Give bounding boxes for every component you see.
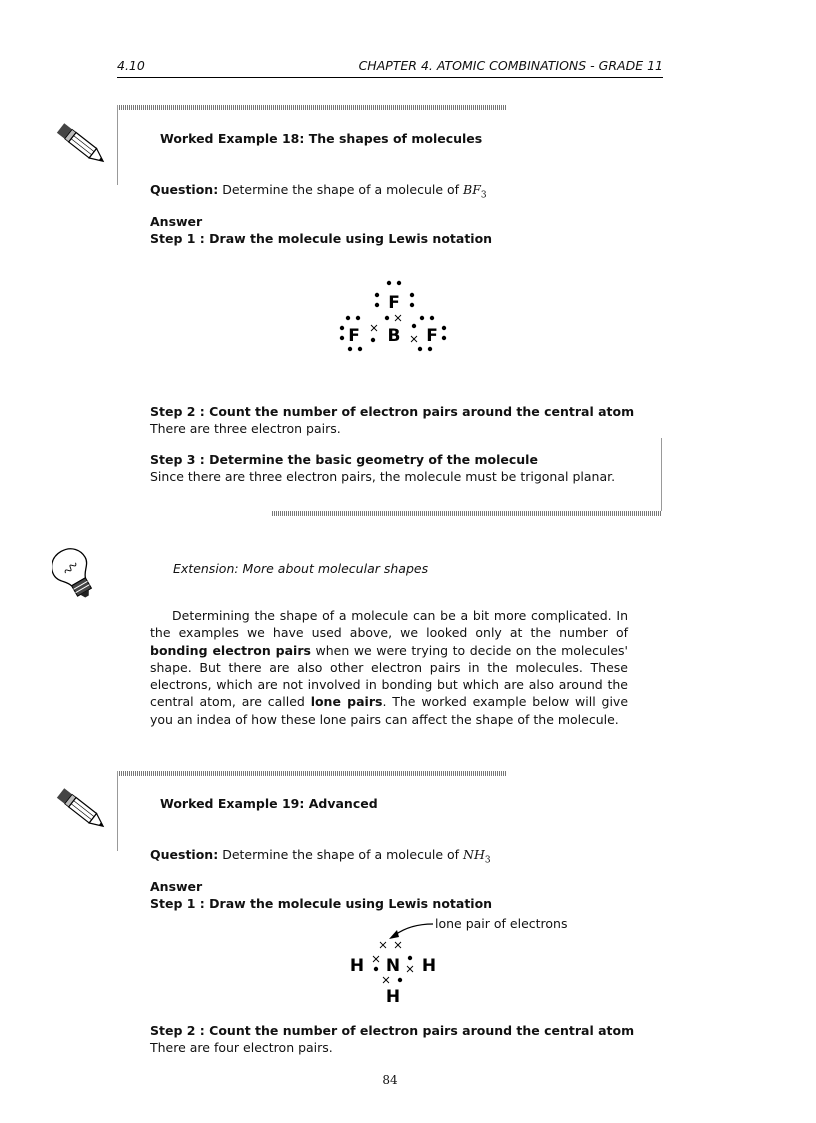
extension-text-2: when we were trying to decide on the molecules' shape. But there are also other electron pairs in the molecules. These electrons, which are not involved in bonding but which are also around the central atom, are called bbox=[150, 642, 628, 710]
example-box-bottom-bar bbox=[272, 511, 662, 516]
atom-top: F bbox=[388, 293, 400, 313]
formula-sub: 3 bbox=[480, 190, 487, 201]
header-rule bbox=[117, 77, 663, 78]
question-label-2: Question: bbox=[150, 847, 219, 862]
lone-pair-annotation: lone pair of electrons bbox=[435, 916, 568, 931]
lewis-diagram-nh3 bbox=[340, 918, 440, 1008]
example-18-question bbox=[150, 181, 487, 205]
term-bonding-electron-pairs: bonding electron pairs bbox=[150, 642, 311, 658]
answer-label: Answer bbox=[150, 214, 203, 229]
example-19-title: Worked Example 19: Advanced bbox=[160, 796, 378, 811]
section-number: 4.10 bbox=[117, 58, 145, 73]
answer-label-2: Answer bbox=[150, 879, 203, 894]
page-number: 84 bbox=[382, 1073, 398, 1087]
extension-paragraph bbox=[150, 607, 628, 728]
formula-main-2: NH bbox=[463, 847, 485, 862]
question-text: Determine the shape of a molecule of bbox=[222, 182, 460, 197]
step-1-heading-2: Step 1 : Draw the molecule using Lewis notation bbox=[150, 896, 493, 911]
extension-title: Extension: More about molecular shapes bbox=[173, 561, 429, 576]
term-lone-pairs: lone pairs bbox=[310, 694, 383, 710]
atom-left: F bbox=[348, 326, 360, 346]
example-19-question bbox=[150, 846, 491, 870]
annotation-arrowhead bbox=[389, 930, 399, 939]
example-19-box-left-rule bbox=[117, 771, 118, 851]
extension-text-1: Determining the shape of a molecule can be a bit more complicated. In the examples we have used above, we looked only at the number of bbox=[150, 608, 628, 641]
step-2-heading-2: Step 2 : Count the number of electron pairs around the central atom bbox=[150, 1023, 635, 1038]
formula-bf3 bbox=[463, 182, 487, 201]
example-19-box-top-bar bbox=[117, 771, 506, 776]
step-3-heading: Step 3 : Determine the basic geometry of the molecule bbox=[150, 452, 538, 467]
formula-nh3 bbox=[463, 847, 491, 866]
lightbulb-icon bbox=[52, 545, 96, 603]
atom-h-left: H bbox=[349, 956, 365, 976]
question-text-2: Determine the shape of a molecule of bbox=[222, 847, 460, 862]
pencil-icon bbox=[52, 120, 112, 172]
atom-h-right: H bbox=[421, 956, 437, 976]
chapter-title: CHAPTER 4. ATOMIC COMBINATIONS - GRADE 11 bbox=[358, 58, 663, 73]
pencil-icon-2 bbox=[52, 785, 112, 837]
formula-sub-2: 3 bbox=[484, 855, 491, 866]
atom-right: F bbox=[426, 326, 438, 346]
atom-h-bottom: H bbox=[385, 987, 401, 1007]
extension-text-3: . The worked example below will give you an indea of how these lone pairs can affect the shape of the molecule. bbox=[150, 694, 629, 727]
step-2-text: There are three electron pairs. bbox=[150, 421, 341, 436]
example-box-right-rule bbox=[661, 438, 662, 515]
step-3-text: Since there are three electron pairs, the molecule must be trigonal planar. bbox=[150, 469, 616, 484]
example-18-title: Worked Example 18: The shapes of molecules bbox=[160, 131, 483, 146]
example-box-left-rule bbox=[117, 105, 118, 185]
formula-main: BF bbox=[463, 182, 481, 197]
atom-n-central: N bbox=[385, 956, 401, 976]
step-1-heading: Step 1 : Draw the molecule using Lewis notation bbox=[150, 231, 493, 246]
step-2-text-2: There are four electron pairs. bbox=[150, 1040, 333, 1055]
question-label: Question: bbox=[150, 182, 219, 197]
lewis-diagram-bf3 bbox=[330, 276, 460, 362]
atom-central: B bbox=[387, 326, 401, 346]
step-2-heading: Step 2 : Count the number of electron pairs around the central atom bbox=[150, 404, 635, 419]
example-box-top-bar bbox=[117, 105, 506, 110]
